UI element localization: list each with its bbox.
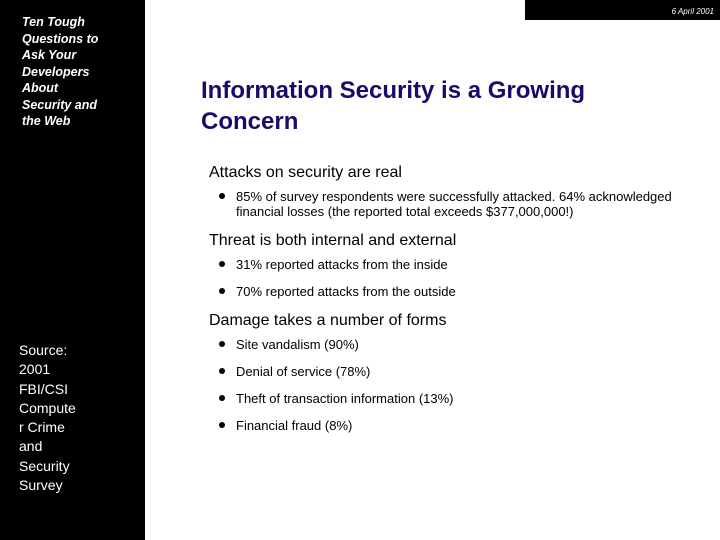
section-attacks <box>209 163 699 219</box>
bullet-text: Financial fraud (8%) <box>236 418 353 433</box>
bullet-icon <box>219 368 225 374</box>
bullet-text: Theft of transaction information (13%) <box>236 391 454 406</box>
bullet-icon <box>219 261 225 267</box>
bullet-item <box>219 189 699 219</box>
bullet-item <box>219 284 699 299</box>
bullet-icon <box>219 422 225 428</box>
bullet-list <box>209 189 699 219</box>
bullet-item <box>219 418 699 433</box>
slide-panel <box>145 0 720 540</box>
bullet-icon <box>219 341 225 347</box>
bullet-item <box>219 337 699 352</box>
bullet-item <box>219 391 699 406</box>
slide-date: 6 April 2001 <box>671 7 714 16</box>
bullet-text: 85% of survey respondents were successfully attacked. 64% acknowledged financial losses (the reported total exceeds $377,000,000!) <box>236 189 672 219</box>
slide-title: Information Security is a Growing Concern <box>201 77 586 135</box>
bullet-text: Site vandalism (90%) <box>236 337 359 352</box>
bullet-list <box>209 257 699 299</box>
bullet-item <box>219 257 699 272</box>
bullet-text: 31% reported attacks from the inside <box>236 257 448 272</box>
bullet-icon <box>219 288 225 294</box>
sidebar-title: Ten Tough Questions to Ask Your Developers About Security and the Web <box>22 15 99 128</box>
bullet-text: Denial of service (78%) <box>236 364 371 379</box>
section-threat <box>209 231 699 299</box>
section-heading: Attacks on security are real <box>209 164 402 181</box>
bullet-icon <box>219 395 225 401</box>
header-bar <box>525 0 720 20</box>
bullet-item <box>219 364 699 379</box>
bullet-list <box>209 337 699 433</box>
bullet-icon <box>219 193 225 199</box>
section-damage <box>209 311 699 433</box>
section-heading: Damage takes a number of forms <box>209 312 447 329</box>
section-heading: Threat is both internal and external <box>209 232 457 249</box>
source-note: Source: 2001 FBI/CSI Compute r Crime and Security Survey <box>19 342 76 494</box>
slide-content <box>209 163 699 445</box>
bullet-text: 70% reported attacks from the outside <box>236 284 456 299</box>
